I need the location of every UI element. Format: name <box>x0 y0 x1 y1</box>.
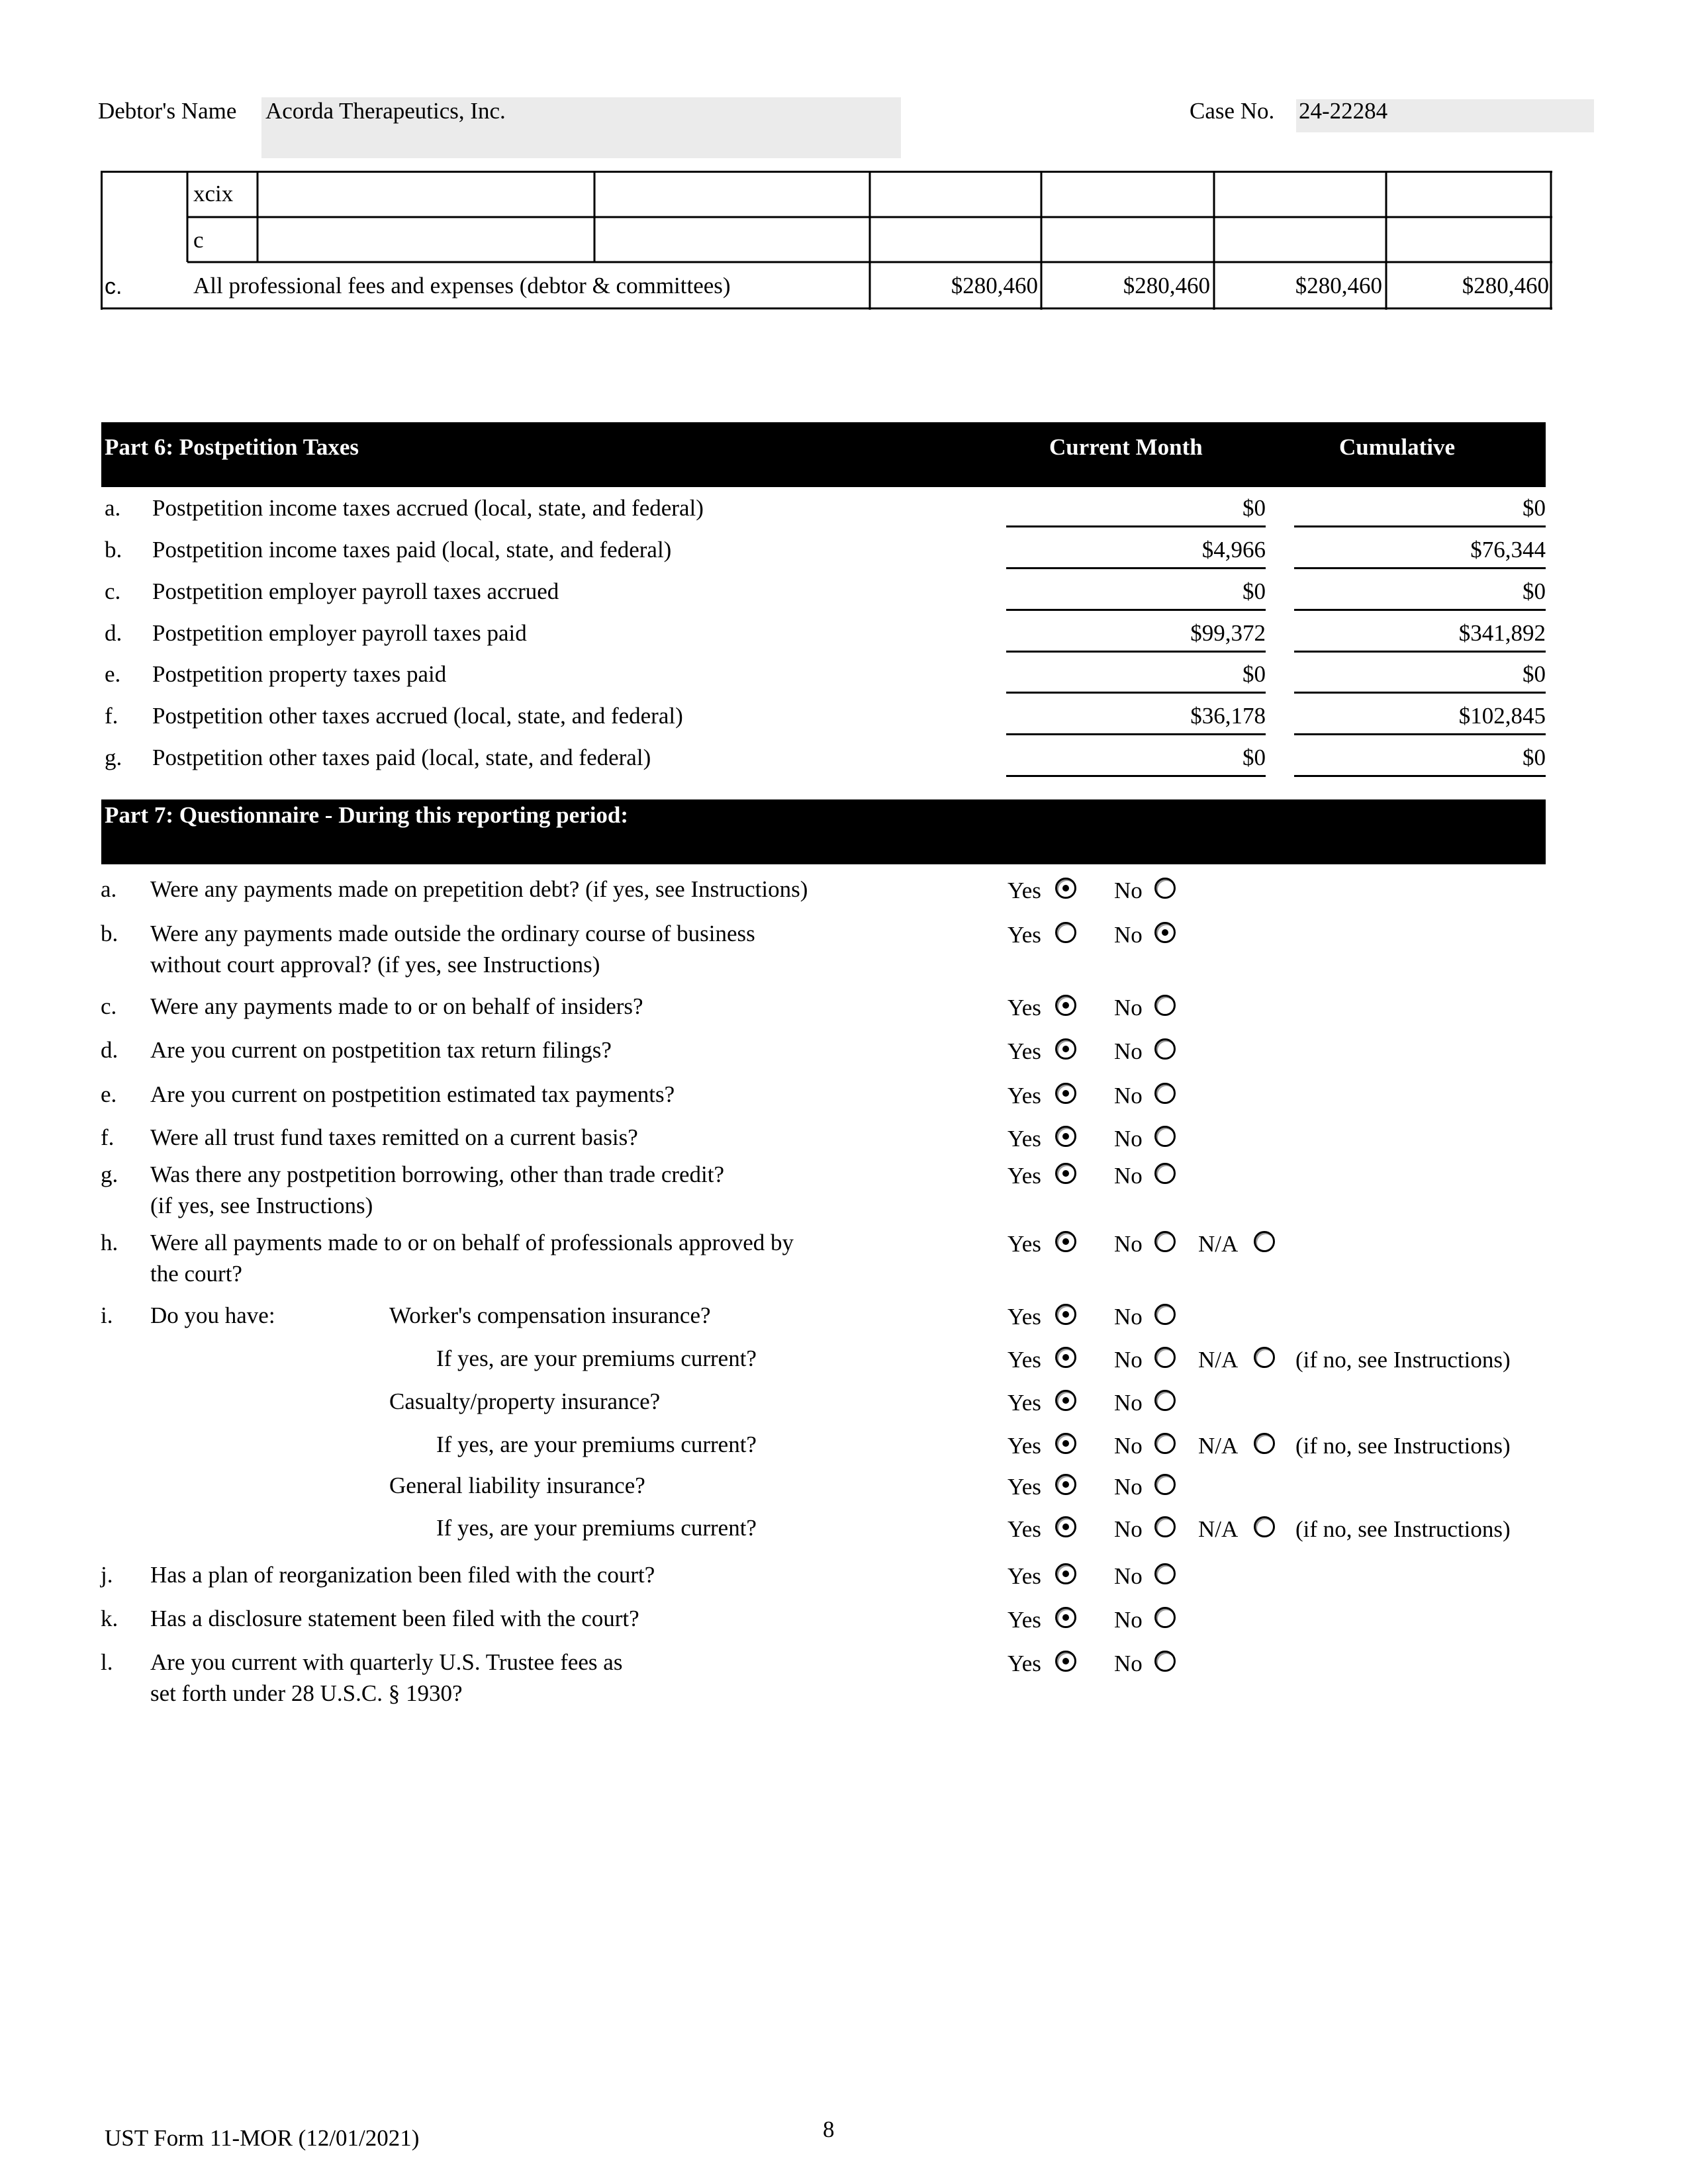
insurance-1-yes-radio[interactable] <box>1055 1347 1076 1368</box>
do-you-have-label: Do you have: <box>150 1302 275 1328</box>
debtor-name-value: Acorda Therapeutics, Inc. <box>265 98 506 124</box>
yes-label: Yes <box>1008 922 1041 948</box>
yes-label: Yes <box>1008 1390 1041 1416</box>
question-h-no-radio[interactable] <box>1154 1231 1176 1252</box>
na-label: N/A <box>1198 1516 1239 1542</box>
insurance-5-no-radio[interactable] <box>1154 1516 1176 1537</box>
question-text-cont: set forth under 28 U.S.C. § 1930? <box>150 1680 463 1706</box>
question-k-yes-radio[interactable] <box>1055 1607 1076 1628</box>
yes-label: Yes <box>1008 1563 1041 1589</box>
tax-cumulative-value[interactable]: $0 <box>1523 578 1546 604</box>
form-id: UST Form 11-MOR (12/01/2021) <box>105 2125 420 2151</box>
no-label: No <box>1114 1390 1143 1416</box>
no-label: No <box>1114 1433 1143 1459</box>
tax-cumulative-value[interactable]: $0 <box>1523 661 1546 687</box>
tax-row-letter: d. <box>105 620 122 646</box>
cumulative-underline <box>1294 775 1546 777</box>
question-text: Were any payments made outside the ordinary course of business <box>150 921 755 946</box>
no-label: No <box>1114 1083 1143 1109</box>
question-b-no-radio[interactable] <box>1154 922 1176 943</box>
question-text: Were all payments made to or on behalf of professionals approved by <box>150 1230 794 1255</box>
cumulative-underline <box>1294 692 1546 694</box>
question-e-no-radio[interactable] <box>1154 1083 1176 1104</box>
tax-cumulative-value[interactable]: $341,892 <box>1458 620 1546 646</box>
tax-row-label: Postpetition property taxes paid <box>152 661 447 687</box>
premiums-current-question: If yes, are your premiums current? <box>436 1345 757 1371</box>
yes-label: Yes <box>1008 1304 1041 1330</box>
no-label: No <box>1114 1163 1143 1189</box>
table-row-number: xcix <box>193 181 234 206</box>
yes-label: Yes <box>1008 1163 1041 1189</box>
question-f-no-radio[interactable] <box>1154 1126 1176 1147</box>
question-text: Are you current with quarterly U.S. Trustee fees as <box>150 1649 623 1675</box>
tax-cumulative-value[interactable]: $0 <box>1523 495 1546 521</box>
question-a-yes-radio[interactable] <box>1055 878 1076 899</box>
question-text: Were all trust fund taxes remitted on a current basis? <box>150 1124 638 1150</box>
tax-current-value[interactable]: $0 <box>1243 578 1266 604</box>
no-label: No <box>1114 1474 1143 1500</box>
total-value: $280,460 <box>951 273 1038 298</box>
insurance-5-yes-radio[interactable] <box>1055 1516 1076 1537</box>
question-letter: b. <box>101 921 118 946</box>
cumulative-underline <box>1294 567 1546 569</box>
total-value: $280,460 <box>1123 273 1210 298</box>
question-j-no-radio[interactable] <box>1154 1563 1176 1584</box>
insurance-1-no-radio[interactable] <box>1154 1347 1176 1368</box>
current-underline <box>1006 567 1266 569</box>
insurance-question: General liability insurance? <box>389 1473 645 1498</box>
total-row-label: All professional fees and expenses (debtor & committees) <box>193 273 731 298</box>
question-g-no-radio[interactable] <box>1154 1163 1176 1184</box>
question-b-yes-radio[interactable] <box>1055 922 1076 943</box>
yes-label: Yes <box>1008 1607 1041 1633</box>
tax-row-letter: c. <box>105 578 121 604</box>
insurance-0-no-radio[interactable] <box>1154 1304 1176 1325</box>
question-text-cont: (if yes, see Instructions) <box>150 1193 373 1218</box>
question-a-no-radio[interactable] <box>1154 878 1176 899</box>
tax-row-label: Postpetition employer payroll taxes paid <box>152 620 527 646</box>
question-d-no-radio[interactable] <box>1154 1038 1176 1060</box>
insurance-2-yes-radio[interactable] <box>1055 1390 1076 1411</box>
insurance-4-no-radio[interactable] <box>1154 1474 1176 1495</box>
table-row-number: c <box>193 227 204 253</box>
cumulative-underline <box>1294 651 1546 653</box>
insurance-question: Worker's compensation insurance? <box>389 1302 711 1328</box>
yes-label: Yes <box>1008 1516 1041 1542</box>
total-value: $280,460 <box>1462 273 1549 298</box>
no-label: No <box>1114 1304 1143 1330</box>
current-underline <box>1006 525 1266 527</box>
question-c-yes-radio[interactable] <box>1055 995 1076 1016</box>
na-label: N/A <box>1198 1433 1239 1459</box>
no-label: No <box>1114 1563 1143 1589</box>
question-h-yes-radio[interactable] <box>1055 1231 1076 1252</box>
current-underline <box>1006 692 1266 694</box>
no-label: No <box>1114 995 1143 1021</box>
tax-row-letter: e. <box>105 661 121 687</box>
see-instructions-note: (if no, see Instructions) <box>1295 1347 1511 1373</box>
cumulative-header: Cumulative <box>1339 434 1455 460</box>
yes-label: Yes <box>1008 1231 1041 1257</box>
question-text-cont: without court approval? (if yes, see Instructions) <box>150 952 600 978</box>
tax-current-value[interactable]: $0 <box>1243 745 1266 770</box>
no-label: No <box>1114 1516 1143 1542</box>
question-e-yes-radio[interactable] <box>1055 1083 1076 1104</box>
no-label: No <box>1114 1038 1143 1064</box>
question-f-yes-radio[interactable] <box>1055 1126 1076 1147</box>
question-l-yes-radio[interactable] <box>1055 1651 1076 1672</box>
no-label: No <box>1114 1347 1143 1373</box>
question-text: Are you current on postpetition estimated tax payments? <box>150 1081 675 1107</box>
yes-label: Yes <box>1008 878 1041 903</box>
yes-label: Yes <box>1008 1038 1041 1064</box>
question-text: Has a disclosure statement been filed with the court? <box>150 1606 639 1631</box>
question-letter: f. <box>101 1124 115 1150</box>
tax-current-value[interactable]: $0 <box>1243 661 1266 687</box>
question-letter: h. <box>101 1230 118 1255</box>
tax-current-value[interactable]: $4,966 <box>1201 537 1266 563</box>
question-text-cont: the court? <box>150 1261 242 1287</box>
yes-label: Yes <box>1008 1083 1041 1109</box>
tax-row-label: Postpetition other taxes paid (local, state, and federal) <box>152 745 651 770</box>
yes-label: Yes <box>1008 995 1041 1021</box>
yes-label: Yes <box>1008 1433 1041 1459</box>
insurance-question: Casualty/property insurance? <box>389 1388 661 1414</box>
current-underline <box>1006 733 1266 735</box>
insurance-3-no-radio[interactable] <box>1154 1433 1176 1454</box>
tax-cumulative-value[interactable]: $0 <box>1523 745 1546 770</box>
no-label: No <box>1114 878 1143 903</box>
total-value: $280,460 <box>1295 273 1382 298</box>
tax-row-letter: a. <box>105 495 121 521</box>
yes-label: Yes <box>1008 1474 1041 1500</box>
tax-row-label: Postpetition employer payroll taxes accrued <box>152 578 559 604</box>
question-letter: i. <box>101 1302 113 1328</box>
question-text: Was there any postpetition borrowing, other than trade credit? <box>150 1161 725 1187</box>
tax-row-letter: g. <box>105 745 122 770</box>
part7-header-bar <box>101 799 1546 864</box>
yes-label: Yes <box>1008 1651 1041 1676</box>
premiums-current-question: If yes, are your premiums current? <box>436 1515 757 1541</box>
tax-row-label: Postpetition income taxes paid (local, state, and federal) <box>152 537 672 563</box>
question-d-yes-radio[interactable] <box>1055 1038 1076 1060</box>
question-text: Has a plan of reorganization been filed with the court? <box>150 1562 655 1588</box>
question-j-yes-radio[interactable] <box>1055 1563 1076 1584</box>
total-row-letter: c. <box>105 274 122 299</box>
question-c-no-radio[interactable] <box>1154 995 1176 1016</box>
question-letter: l. <box>101 1649 113 1675</box>
tax-current-value[interactable]: $99,372 <box>1190 620 1266 646</box>
insurance-3-na-radio[interactable] <box>1254 1433 1275 1454</box>
case-number-value: 24-22284 <box>1299 98 1388 124</box>
current-underline <box>1006 775 1266 777</box>
insurance-0-yes-radio[interactable] <box>1055 1304 1076 1325</box>
tax-row-label: Postpetition other taxes accrued (local, state, and federal) <box>152 703 683 729</box>
tax-row-letter: b. <box>105 537 122 563</box>
insurance-1-na-radio[interactable] <box>1254 1347 1275 1368</box>
tax-current-value[interactable]: $36,178 <box>1190 703 1266 729</box>
insurance-3-yes-radio[interactable] <box>1055 1433 1076 1454</box>
part6-title: Part 6: Postpetition Taxes <box>105 434 359 460</box>
premiums-current-question: If yes, are your premiums current? <box>436 1432 757 1457</box>
debtor-name-label: Debtor's Name <box>98 98 237 124</box>
cumulative-underline <box>1294 733 1546 735</box>
question-letter: j. <box>101 1562 113 1588</box>
no-label: No <box>1114 1231 1143 1257</box>
question-h-na-radio[interactable] <box>1254 1231 1275 1252</box>
no-label: No <box>1114 1607 1143 1633</box>
question-letter: c. <box>101 993 117 1019</box>
no-label: No <box>1114 1126 1143 1152</box>
tax-cumulative-value[interactable]: $102,845 <box>1458 703 1546 729</box>
see-instructions-note: (if no, see Instructions) <box>1295 1516 1511 1542</box>
na-label: N/A <box>1198 1347 1239 1373</box>
question-letter: e. <box>101 1081 117 1107</box>
question-letter: g. <box>101 1161 118 1187</box>
see-instructions-note: (if no, see Instructions) <box>1295 1433 1511 1459</box>
question-letter: d. <box>101 1037 118 1063</box>
question-text: Were any payments made to or on behalf of insiders? <box>150 993 643 1019</box>
insurance-4-yes-radio[interactable] <box>1055 1474 1076 1495</box>
tax-row-letter: f. <box>105 703 118 729</box>
question-letter: a. <box>101 876 117 902</box>
na-label: N/A <box>1198 1231 1239 1257</box>
question-k-no-radio[interactable] <box>1154 1607 1176 1628</box>
part6-header-bar <box>101 422 1546 487</box>
no-label: No <box>1114 922 1143 948</box>
question-text: Are you current on postpetition tax return filings? <box>150 1037 612 1063</box>
part7-title: Part 7: Questionnaire - During this reporting period: <box>105 802 629 828</box>
yes-label: Yes <box>1008 1347 1041 1373</box>
insurance-2-no-radio[interactable] <box>1154 1390 1176 1411</box>
yes-label: Yes <box>1008 1126 1041 1152</box>
current-underline <box>1006 609 1266 611</box>
question-g-yes-radio[interactable] <box>1055 1163 1076 1184</box>
question-text: Were any payments made on prepetition debt? (if yes, see Instructions) <box>150 876 808 902</box>
cumulative-underline <box>1294 525 1546 527</box>
insurance-5-na-radio[interactable] <box>1254 1516 1275 1537</box>
case-number-label: Case No. <box>1190 98 1275 124</box>
tax-row-label: Postpetition income taxes accrued (local, state, and federal) <box>152 495 704 521</box>
cumulative-underline <box>1294 609 1546 611</box>
tax-current-value[interactable]: $0 <box>1243 495 1266 521</box>
question-l-no-radio[interactable] <box>1154 1651 1176 1672</box>
page-number: 8 <box>823 2116 835 2142</box>
tax-cumulative-value[interactable]: $76,344 <box>1470 537 1546 563</box>
current-month-header: Current Month <box>1049 434 1203 460</box>
current-underline <box>1006 651 1266 653</box>
no-label: No <box>1114 1651 1143 1676</box>
question-letter: k. <box>101 1606 118 1631</box>
